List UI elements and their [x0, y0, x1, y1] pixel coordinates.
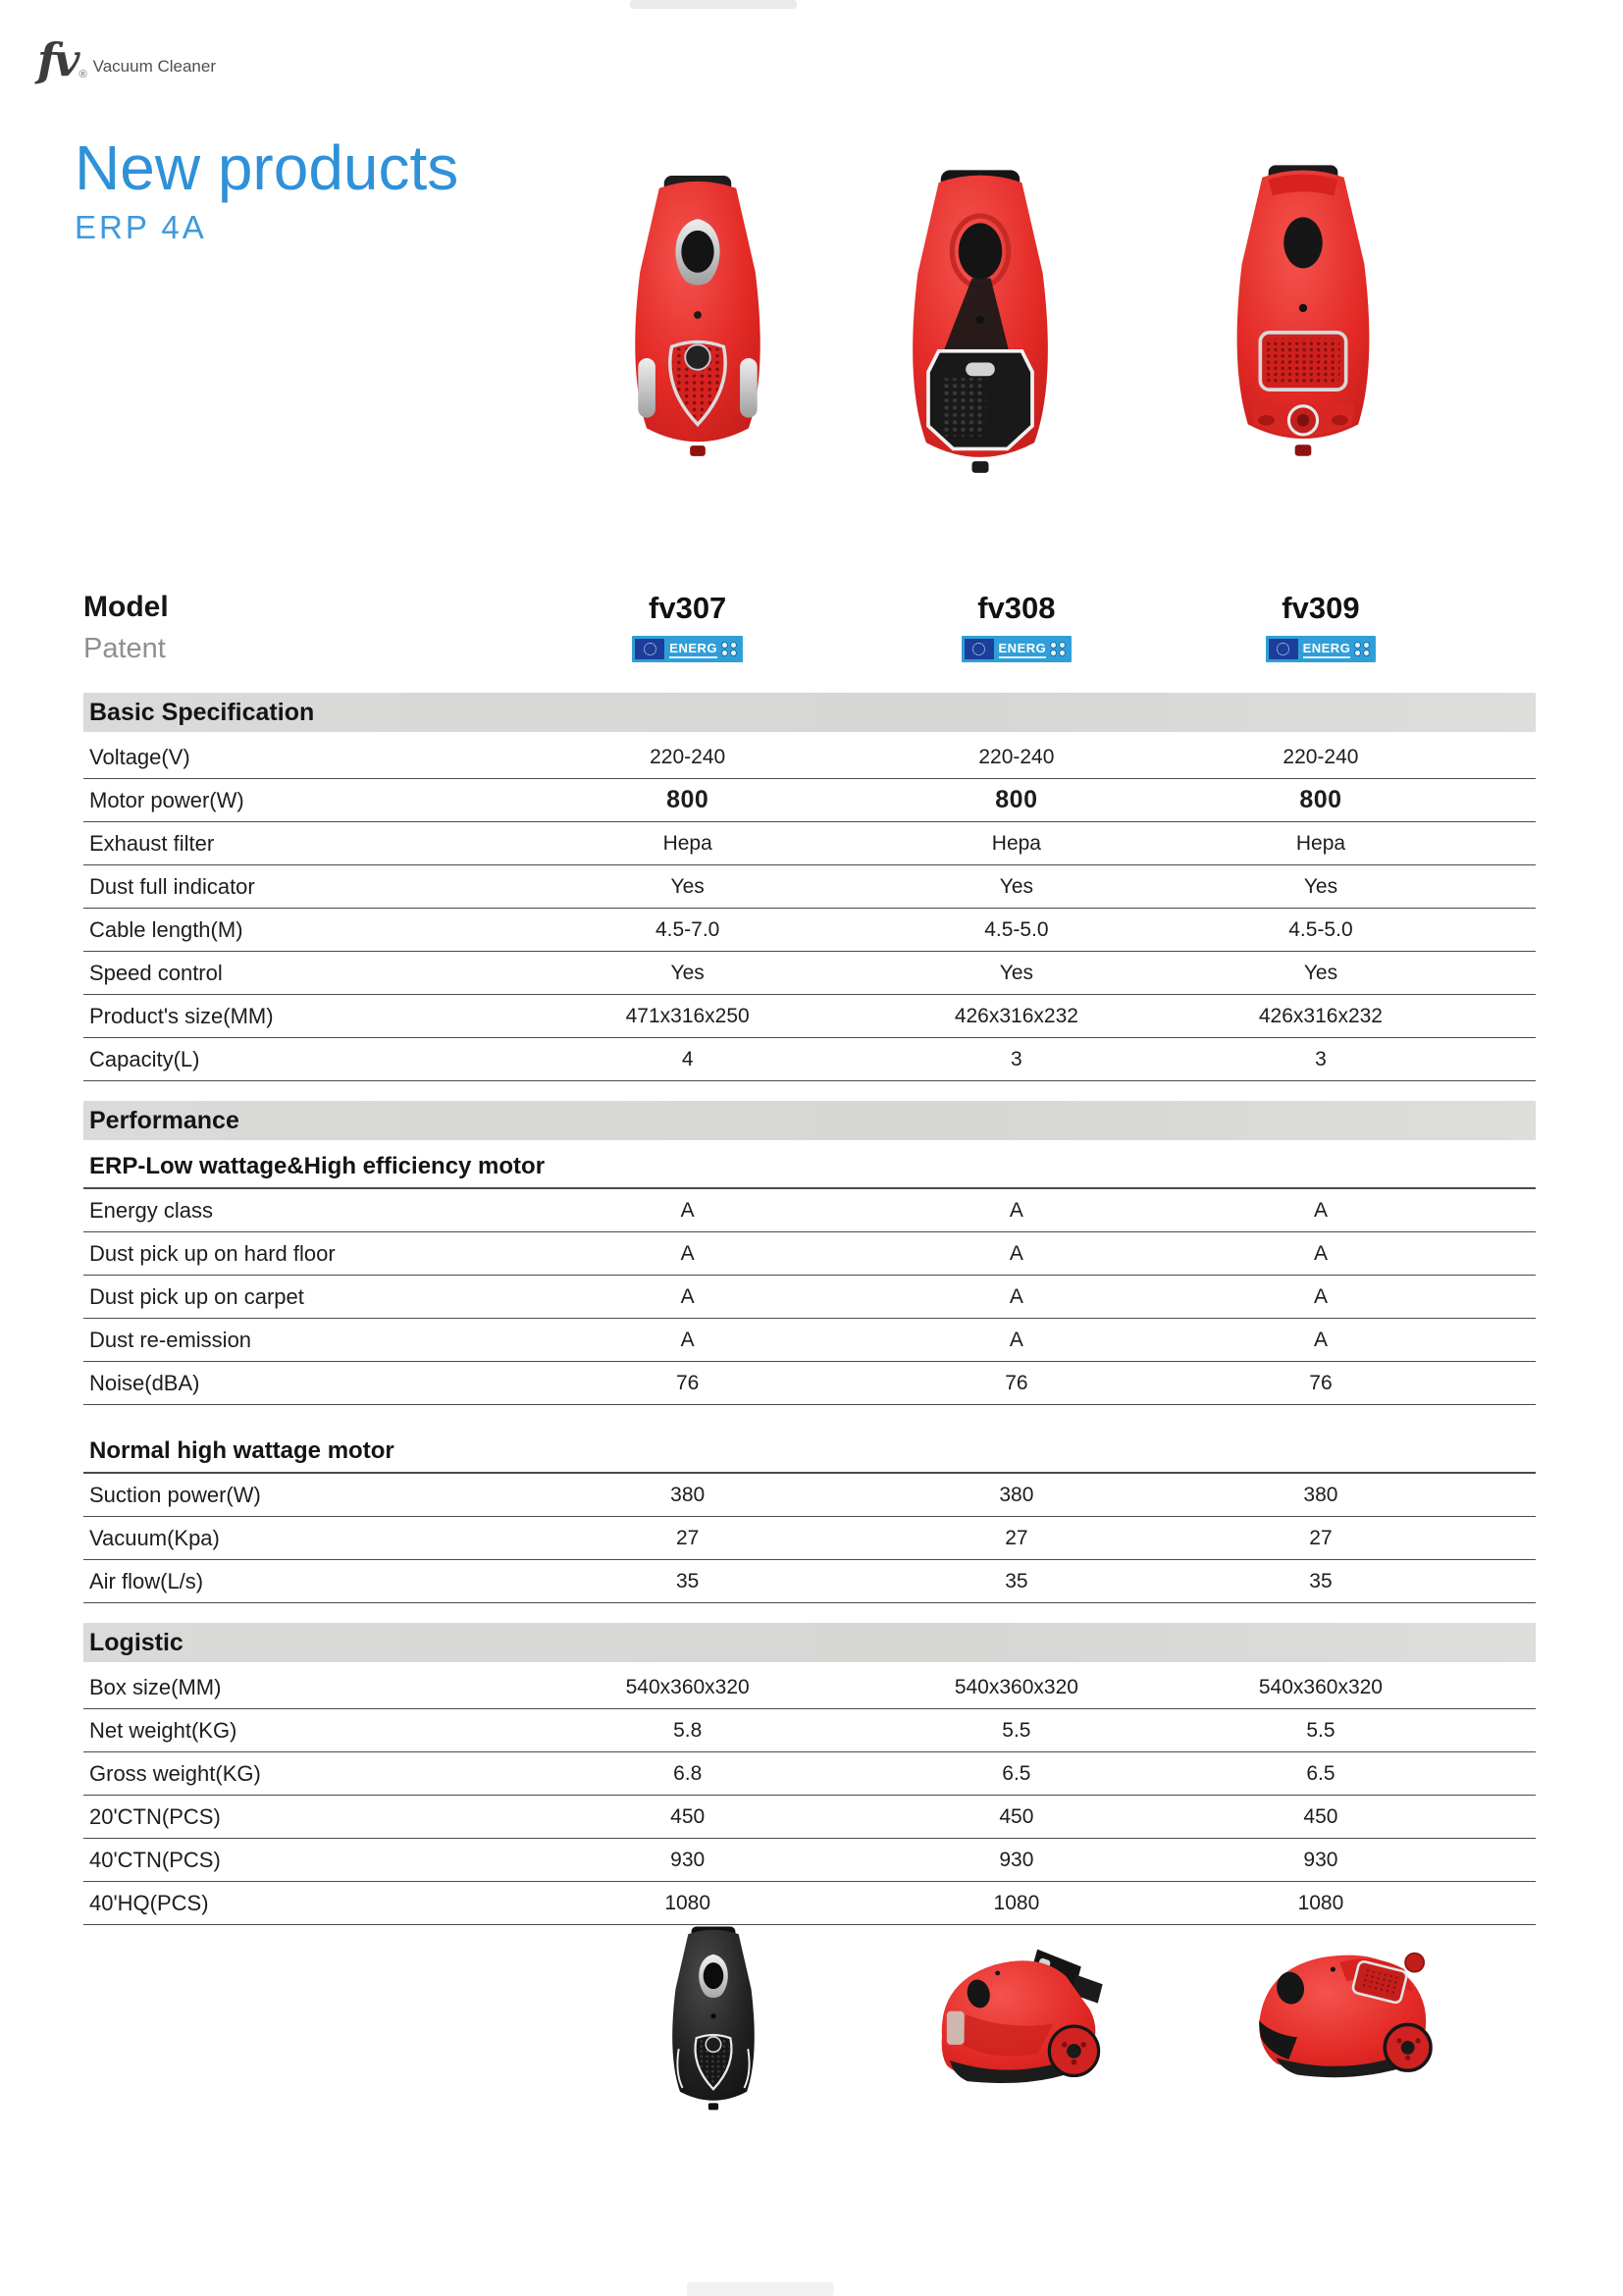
spec-value: 450: [999, 1804, 1034, 1828]
spec-value: 930: [670, 1848, 706, 1871]
spec-value: Yes: [999, 961, 1034, 984]
spec-value: A: [1313, 1284, 1328, 1308]
eu-flag-icon: [965, 639, 994, 659]
spec-label: Net weight(KG): [89, 1717, 237, 1743]
model-name: fv309: [1282, 591, 1360, 625]
product-photo-fv308-front: [876, 163, 1084, 477]
spec-row: [83, 1796, 1536, 1839]
spec-label: Dust full indicator: [89, 873, 255, 899]
sub-section-title: Normal high wattage motor: [89, 1437, 394, 1464]
spec-value: 426x316x232: [1258, 1004, 1383, 1027]
spec-row: [83, 1839, 1536, 1882]
spec-value: 27: [1005, 1526, 1028, 1549]
spec-value: 1080: [1297, 1891, 1344, 1914]
page-title: New products: [75, 132, 459, 203]
spec-row: [83, 1709, 1536, 1752]
spec-value: A: [1009, 1198, 1023, 1222]
spec-value: 6.8: [673, 1761, 703, 1785]
spec-value: Yes: [1303, 961, 1338, 984]
spec-row: [83, 952, 1536, 995]
model-label: Model: [83, 591, 169, 623]
spec-value: A: [1009, 1241, 1023, 1265]
spec-label: Energy class: [89, 1197, 213, 1223]
spec-value: 800: [995, 786, 1038, 813]
sub-section-header: [83, 1431, 1536, 1474]
spec-value: 220-240: [978, 745, 1055, 768]
section-title: Basic Specification: [89, 698, 315, 726]
spec-label: Motor power(W): [89, 787, 244, 812]
spec-label: 40'HQ(PCS): [89, 1890, 209, 1915]
spec-value: 4.5-5.0: [984, 917, 1049, 941]
section-title: Performance: [89, 1106, 239, 1134]
spec-row: [83, 822, 1536, 865]
model-header-row: [83, 591, 1536, 665]
spec-label: Voltage(V): [89, 744, 190, 769]
spec-value: Yes: [670, 874, 705, 898]
spec-value: 450: [1303, 1804, 1338, 1828]
spec-value: 27: [675, 1526, 700, 1549]
spec-label: Product's size(MM): [89, 1003, 274, 1028]
spec-row: [83, 1882, 1536, 1925]
spec-value: 540x360x320: [954, 1675, 1078, 1698]
spec-value: 220-240: [1283, 745, 1359, 768]
spec-table: [83, 591, 1536, 1925]
spec-label: Dust re-emission: [89, 1327, 252, 1352]
spec-value: 3: [1315, 1047, 1327, 1070]
spec-value: Yes: [670, 961, 705, 984]
spec-value: 220-240: [650, 745, 726, 768]
energy-badge-stars-icon: [721, 642, 738, 656]
model-name: fv307: [649, 591, 727, 625]
spec-label: Cable length(M): [89, 916, 243, 942]
spec-row: [83, 1517, 1536, 1560]
model-labels: [83, 591, 496, 665]
spec-value: Hepa: [991, 831, 1041, 855]
spec-label: Vacuum(Kpa): [89, 1525, 220, 1550]
spec-value: 5.5: [1002, 1718, 1031, 1742]
spec-row: [83, 1666, 1536, 1709]
energy-label-badge: [632, 636, 743, 662]
product-photo-fv309-front: [1199, 157, 1407, 463]
energy-badge-stars-icon: [1354, 642, 1371, 656]
spec-label: Suction power(W): [89, 1482, 261, 1507]
spec-value: 6.5: [1002, 1761, 1031, 1785]
spec-label: Exhaust filter: [89, 830, 215, 856]
spec-value: A: [1313, 1198, 1328, 1222]
spec-row: [83, 1232, 1536, 1276]
brand-logo: [37, 33, 216, 86]
spec-row: [83, 865, 1536, 909]
spec-value: 380: [999, 1483, 1034, 1506]
scan-artifact: [687, 2282, 834, 2296]
energy-badge-stars-icon: [1050, 642, 1067, 656]
spec-label: Dust pick up on carpet: [89, 1283, 304, 1309]
spec-value: A: [1313, 1328, 1328, 1351]
spec-value: A: [1009, 1284, 1023, 1308]
sub-section-header: [83, 1146, 1536, 1189]
energy-badge-text: ENERG: [999, 641, 1047, 658]
spec-label: Air flow(L/s): [89, 1568, 204, 1593]
spec-row: [83, 1362, 1536, 1405]
model-name: fv308: [977, 591, 1056, 625]
spec-value: A: [680, 1241, 695, 1265]
spec-row: [83, 779, 1536, 822]
spec-value: 5.5: [1306, 1718, 1335, 1742]
spec-row: [83, 1752, 1536, 1796]
brand-logo-glyph: fv: [37, 33, 78, 86]
spec-row: [83, 1038, 1536, 1081]
spec-row: [83, 1319, 1536, 1362]
spec-row: [83, 736, 1536, 779]
registered-mark: ®: [79, 69, 87, 80]
patent-label: Patent: [83, 633, 166, 664]
spec-value: 35: [1005, 1569, 1028, 1592]
spec-value: 5.8: [673, 1718, 703, 1742]
model-column-fv309: [1154, 591, 1488, 662]
energy-badge-text: ENERG: [1303, 641, 1351, 658]
spec-value: 4: [681, 1047, 694, 1070]
model-column-fv307: [496, 591, 879, 662]
spec-row: [83, 909, 1536, 952]
spec-row: [83, 1189, 1536, 1232]
spec-label: Noise(dBA): [89, 1370, 200, 1395]
spec-label: Speed control: [89, 960, 223, 985]
spec-label: Dust pick up on hard floor: [89, 1240, 336, 1266]
product-photo-black-front: [654, 1921, 773, 2113]
spec-value: 930: [1303, 1848, 1338, 1871]
spec-value: 800: [666, 786, 709, 813]
spec-value: 35: [1309, 1569, 1333, 1592]
spec-label: Capacity(L): [89, 1046, 200, 1071]
spec-value: 800: [1299, 786, 1342, 813]
spec-value: 540x360x320: [1258, 1675, 1383, 1698]
spec-value: 35: [675, 1569, 700, 1592]
spec-value: 471x316x250: [625, 1004, 750, 1027]
spec-value: A: [1313, 1241, 1328, 1265]
eu-flag-icon: [1269, 639, 1298, 659]
spec-value: A: [680, 1328, 695, 1351]
model-column-fv308: [879, 591, 1154, 662]
spec-value: 4.5-7.0: [654, 917, 720, 941]
spec-value: 426x316x232: [954, 1004, 1078, 1027]
spec-value: 540x360x320: [625, 1675, 750, 1698]
energy-label-badge: [1266, 636, 1377, 662]
spec-value: Hepa: [662, 831, 712, 855]
spec-row: [83, 995, 1536, 1038]
spec-value: A: [680, 1284, 695, 1308]
spec-value: 1080: [993, 1891, 1040, 1914]
spec-value: 76: [675, 1371, 700, 1394]
spec-value: Yes: [999, 874, 1034, 898]
product-photo-red-side-left: [917, 1935, 1126, 2090]
spec-row: [83, 1560, 1536, 1603]
spec-value: 76: [1005, 1371, 1028, 1394]
eu-flag-icon: [635, 639, 664, 659]
section-title: Logistic: [89, 1628, 183, 1656]
energy-label-badge: [962, 636, 1073, 662]
section-header-logistic: [83, 1623, 1536, 1662]
product-photo-fv307-front: [606, 157, 789, 473]
scan-artifact: [630, 0, 797, 9]
spec-label: Gross weight(KG): [89, 1760, 261, 1786]
spec-value: 380: [1303, 1483, 1338, 1506]
title-block: [75, 132, 459, 246]
section-header-basic-specification: [83, 693, 1536, 732]
spec-value: 1080: [664, 1891, 711, 1914]
sub-section-title: ERP-Low wattage&High efficiency motor: [89, 1153, 546, 1179]
spec-table-sections: [83, 693, 1536, 1925]
spec-value: 6.5: [1306, 1761, 1335, 1785]
spec-value: Yes: [1303, 874, 1338, 898]
spec-label: 20'CTN(PCS): [89, 1803, 221, 1829]
spec-row: [83, 1474, 1536, 1517]
page-subtitle: ERP 4A: [75, 209, 207, 246]
spec-row: [83, 1276, 1536, 1319]
spec-value: A: [680, 1198, 695, 1222]
spec-value: 27: [1309, 1526, 1333, 1549]
spec-value: 380: [670, 1483, 706, 1506]
spec-label: Box size(MM): [89, 1674, 222, 1699]
brand-tagline: Vacuum Cleaner: [92, 57, 216, 76]
spec-value: 4.5-5.0: [1288, 917, 1353, 941]
energy-badge-text: ENERG: [669, 641, 717, 658]
spec-value: 76: [1309, 1371, 1333, 1394]
spec-value: 930: [999, 1848, 1034, 1871]
section-header-performance: [83, 1101, 1536, 1140]
product-photo-red-side-right: [1234, 1925, 1462, 2078]
spec-value: A: [1009, 1328, 1023, 1351]
spec-value: Hepa: [1295, 831, 1346, 855]
spec-value: 3: [1011, 1047, 1022, 1070]
spec-value: 450: [670, 1804, 706, 1828]
spec-label: 40'CTN(PCS): [89, 1847, 221, 1872]
